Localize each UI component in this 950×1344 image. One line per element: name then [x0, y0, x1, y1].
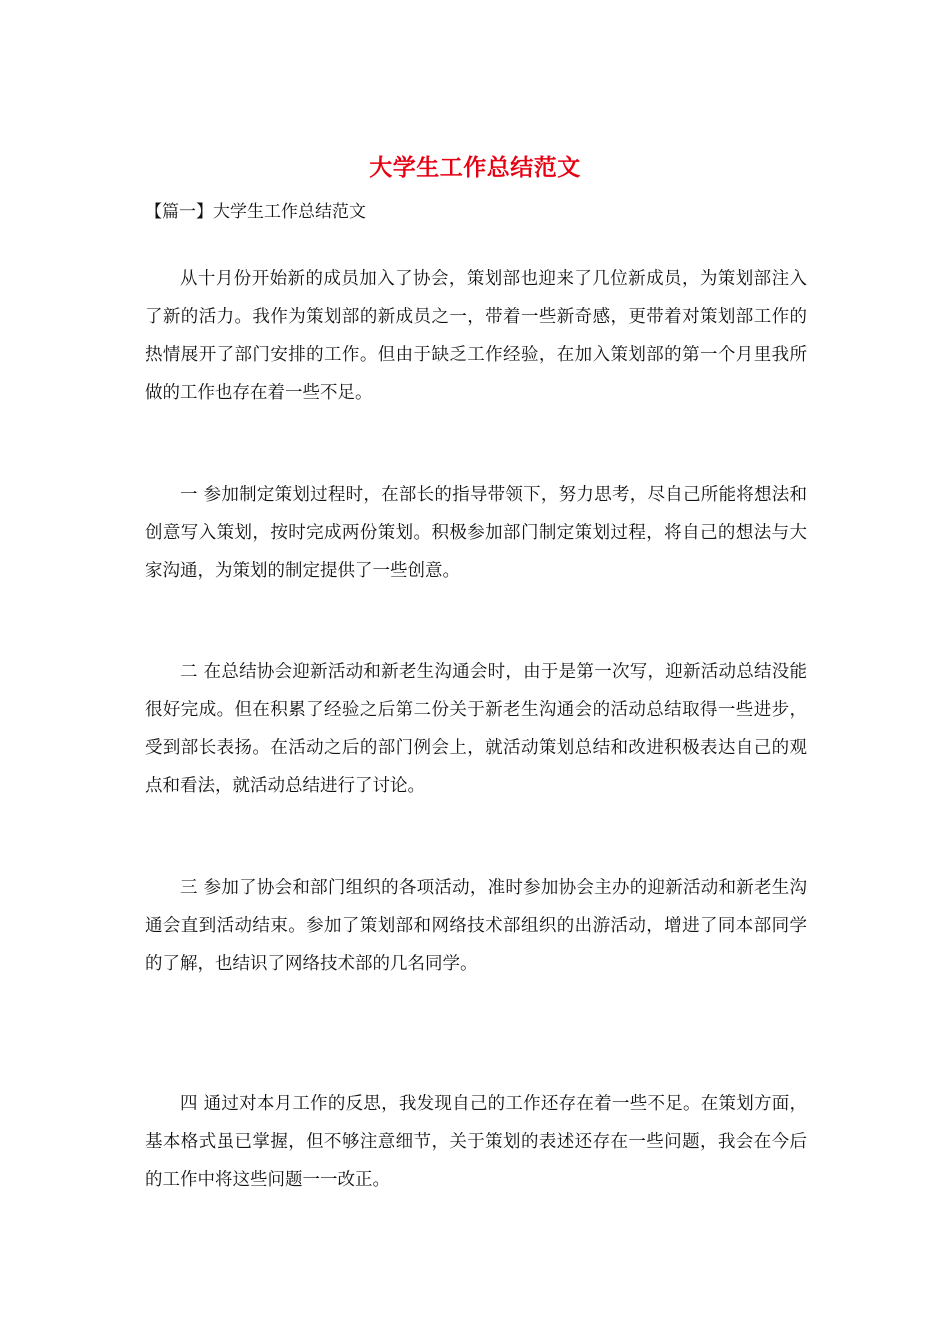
paragraph-point-3: 三 参加了协会和部门组织的各项活动，准时参加协会主办的迎新活动和新老生沟通会直到活动结束。参加了策划部和网络技术部组织的出游活动，增进了同本部同学的了解，也结识了网络技术部的几名同学。: [145, 878, 807, 974]
paragraph-point-4: 四 通过对本月工作的反思，我发现自己的工作还存在着一些不足。在策划方面，基本格式虽已掌握，但不够注意细节，关于策划的表述还存在一些问题，我会在今后的工作中将这些问题一一改正。: [145, 1094, 807, 1190]
document-title: 大学生工作总结范文: [369, 154, 581, 181]
paragraph-point-1: 一 参加制定策划过程时，在部长的指导带领下，努力思考，尽自己所能将想法和创意写入策划，按时完成两份策划。积极参加部门制定策划过程，将自己的想法与大家沟通，为策划的制定提供了一些创意。: [145, 485, 807, 581]
section-heading: 【篇一】大学生工作总结范文: [145, 202, 366, 222]
paragraph-point-2: 二 在总结协会迎新活动和新老生沟通会时，由于是第一次写，迎新活动总结没能很好完成。但在积累了经验之后第二份关于新老生沟通会的活动总结取得一些进步，受到部长表扬。在活动之后的部门例会上，就活动策划总结和改进积极表达自己的观点和看法，就活动总结进行了讨论。: [145, 662, 807, 796]
paragraph-intro: 从十月份开始新的成员加入了协会，策划部也迎来了几位新成员，为策划部注入了新的活力。我作为策划部的新成员之一，带着一些新奇感，更带着对策划部工作的热情展开了部门安排的工作。但由于缺乏工作经验，在加入策划部的第一个月里我所做的工作也存在着一些不足。: [145, 269, 807, 403]
